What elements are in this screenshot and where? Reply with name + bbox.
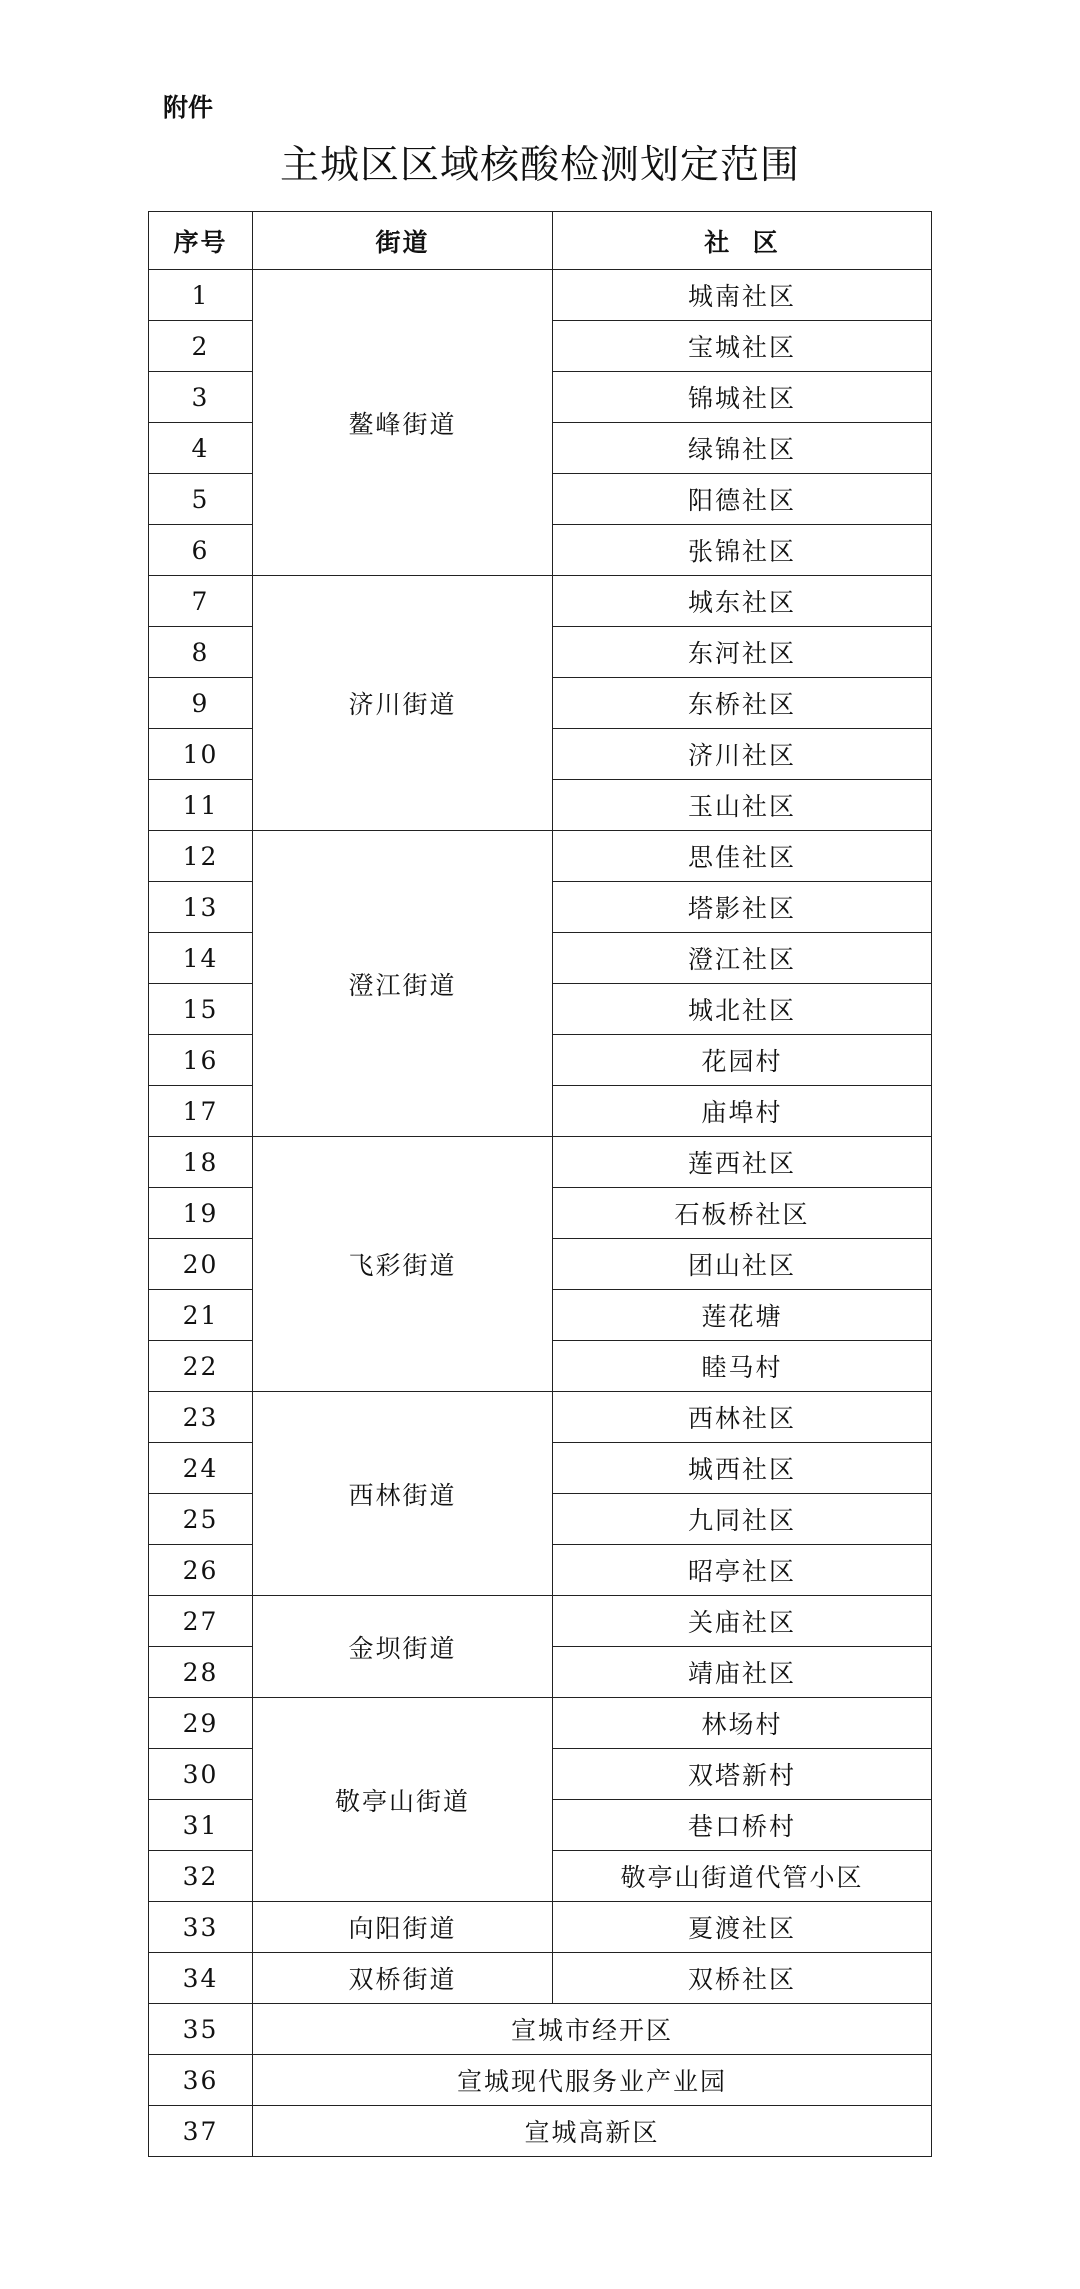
community-name: 城北社区 (553, 984, 932, 1035)
table-row (149, 1596, 932, 1647)
table-row (149, 2004, 932, 2055)
row-number: 33 (149, 1902, 253, 1953)
community-name: 林场村 (553, 1698, 932, 1749)
community-name: 宝城社区 (553, 321, 932, 372)
community-name: 城东社区 (553, 576, 932, 627)
street-name: 济川街道 (253, 576, 553, 831)
community-name: 玉山社区 (553, 780, 932, 831)
row-number: 4 (149, 423, 253, 474)
row-number: 28 (149, 1647, 253, 1698)
row-number: 18 (149, 1137, 253, 1188)
street-name: 飞彩街道 (253, 1137, 553, 1392)
table-row (149, 831, 932, 882)
community-name: 张锦社区 (553, 525, 932, 576)
community-name: 关庙社区 (553, 1596, 932, 1647)
area-name: 宣城市经开区 (253, 2004, 932, 2055)
row-number: 6 (149, 525, 253, 576)
row-number: 9 (149, 678, 253, 729)
row-number: 16 (149, 1035, 253, 1086)
community-name: 夏渡社区 (553, 1902, 932, 1953)
community-name: 巷口桥村 (553, 1800, 932, 1851)
page-title: 主城区区域核酸检测划定范围 (279, 143, 800, 188)
community-name: 石板桥社区 (553, 1188, 932, 1239)
street-name: 西林街道 (253, 1392, 553, 1596)
row-number: 10 (149, 729, 253, 780)
row-number: 27 (149, 1596, 253, 1647)
community-name: 莲花塘 (553, 1290, 932, 1341)
community-name: 靖庙社区 (553, 1647, 932, 1698)
community-name: 塔影社区 (553, 882, 932, 933)
street-name: 金坝街道 (253, 1596, 553, 1698)
row-number: 24 (149, 1443, 253, 1494)
table-row (149, 1953, 932, 2004)
street-name: 鳌峰街道 (253, 270, 553, 576)
row-number: 25 (149, 1494, 253, 1545)
row-number: 2 (149, 321, 253, 372)
community-name: 庙埠村 (553, 1086, 932, 1137)
area-name: 宣城高新区 (253, 2106, 932, 2157)
row-number: 23 (149, 1392, 253, 1443)
community-name: 睦马村 (553, 1341, 932, 1392)
community-name: 东桥社区 (553, 678, 932, 729)
community-name: 莲西社区 (553, 1137, 932, 1188)
row-number: 37 (149, 2106, 253, 2157)
row-number: 21 (149, 1290, 253, 1341)
community-name: 团山社区 (553, 1239, 932, 1290)
community-name: 西林社区 (553, 1392, 932, 1443)
scope-table (148, 211, 932, 2157)
community-name: 绿锦社区 (553, 423, 932, 474)
community-name: 城南社区 (553, 270, 932, 321)
street-name: 敬亭山街道 (253, 1698, 553, 1902)
row-number: 15 (149, 984, 253, 1035)
row-number: 22 (149, 1341, 253, 1392)
community-name: 敬亭山街道代管小区 (553, 1851, 932, 1902)
row-number: 17 (149, 1086, 253, 1137)
community-name: 澄江社区 (553, 933, 932, 984)
street-name: 向阳街道 (253, 1902, 553, 1953)
table-row (149, 2106, 932, 2157)
row-number: 32 (149, 1851, 253, 1902)
row-number: 14 (149, 933, 253, 984)
row-number: 29 (149, 1698, 253, 1749)
street-name: 澄江街道 (253, 831, 553, 1137)
community-name: 东河社区 (553, 627, 932, 678)
row-number: 1 (149, 270, 253, 321)
community-name: 城西社区 (553, 1443, 932, 1494)
row-number: 12 (149, 831, 253, 882)
area-name: 宣城现代服务业产业园 (253, 2055, 932, 2106)
community-name: 九同社区 (553, 1494, 932, 1545)
row-number: 3 (149, 372, 253, 423)
table-row (149, 1392, 932, 1443)
row-number: 11 (149, 780, 253, 831)
community-name: 锦城社区 (553, 372, 932, 423)
community-name: 济川社区 (553, 729, 932, 780)
row-number: 31 (149, 1800, 253, 1851)
community-name: 双塔新村 (553, 1749, 932, 1800)
table-body (149, 270, 932, 2157)
table-row (149, 270, 932, 321)
header-no: 序号 (149, 212, 253, 270)
community-name: 昭亭社区 (553, 1545, 932, 1596)
row-number: 5 (149, 474, 253, 525)
row-number: 13 (149, 882, 253, 933)
community-name: 花园村 (553, 1035, 932, 1086)
row-number: 26 (149, 1545, 253, 1596)
table-row (149, 1137, 932, 1188)
header-street: 街道 (253, 212, 553, 270)
table-row (149, 1902, 932, 1953)
community-name: 双桥社区 (553, 1953, 932, 2004)
table-row (149, 576, 932, 627)
row-number: 34 (149, 1953, 253, 2004)
row-number: 30 (149, 1749, 253, 1800)
community-name: 思佳社区 (553, 831, 932, 882)
row-number: 8 (149, 627, 253, 678)
table-row (149, 1698, 932, 1749)
table-row (149, 2055, 932, 2106)
row-number: 19 (149, 1188, 253, 1239)
header-community: 社 区 (553, 212, 932, 270)
row-number: 35 (149, 2004, 253, 2055)
row-number: 7 (149, 576, 253, 627)
attachment-label: 附件 (163, 93, 214, 122)
street-name: 双桥街道 (253, 1953, 553, 2004)
community-name: 阳德社区 (553, 474, 932, 525)
row-number: 36 (149, 2055, 253, 2106)
table-header-row (149, 212, 932, 270)
row-number: 20 (149, 1239, 253, 1290)
